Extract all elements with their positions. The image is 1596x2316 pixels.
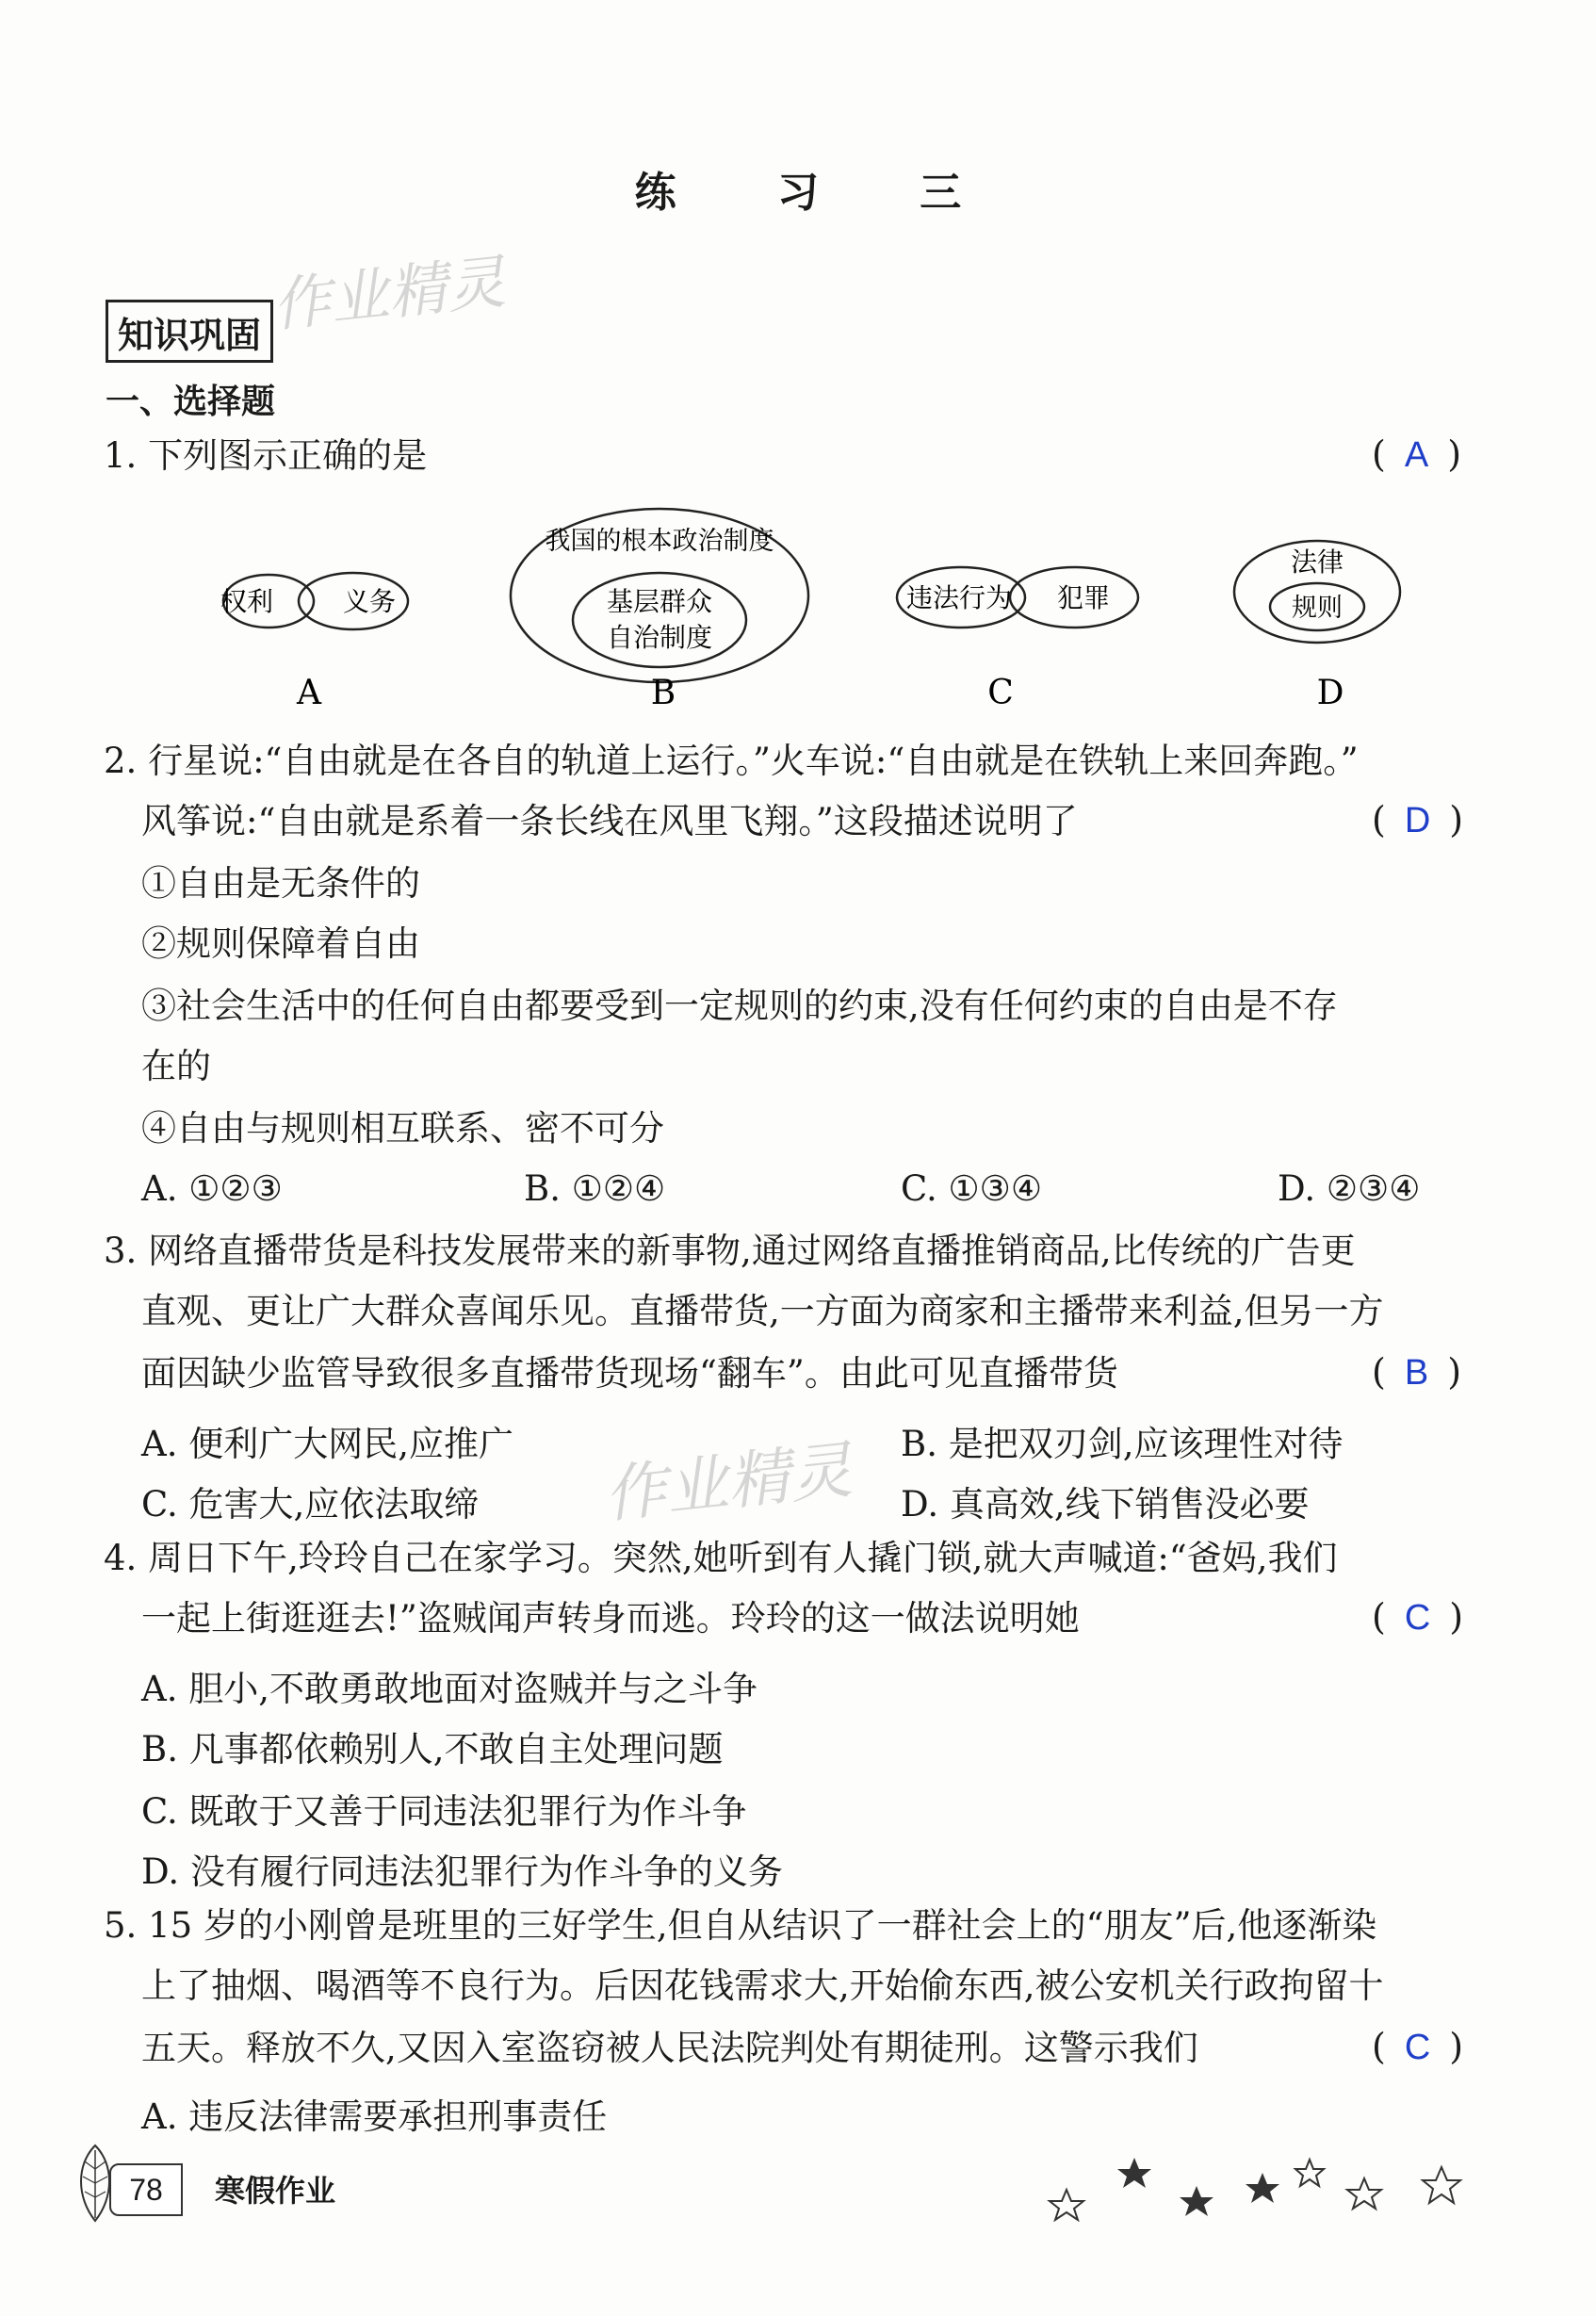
page-number: 78 (109, 2163, 183, 2216)
q5-line1: 5. 15 岁的小刚曾是班里的三好学生,但自从结识了一群社会上的“朋友”后,他逐渐染 (104, 1905, 1377, 1946)
q1-diagrams (0, 499, 1596, 726)
q1-stem: 1. 下列图示正确的是 (104, 435, 428, 476)
q1-answer: ( A ) (1372, 433, 1462, 475)
stars-decoration-icon (1046, 2146, 1498, 2222)
diagram-b (511, 509, 808, 682)
answer-letter: B (1404, 1353, 1429, 1393)
q4-line1: 4. 周日下午,玲玲自己在家学习。突然,她听到有人撬门锁,就大声喊道:“爸妈,我们 (104, 1538, 1338, 1578)
q5-option-a: A. 违反法律需要承担刑事责任 (141, 2096, 608, 2137)
diagram-label-d: D (1316, 674, 1344, 712)
q3-option-d: D. 真高效,线下销售没必要 (901, 1484, 1310, 1525)
answer-letter: C (1404, 2028, 1431, 2067)
q3-line3: 面因缺少监管导致很多直播带货现场“翻车”。由此可见直播带货 (141, 1353, 1118, 1394)
footer-label: 寒假作业 (215, 2173, 336, 2209)
diagram-label-c: C (987, 674, 1014, 712)
diagram-d (1234, 541, 1400, 643)
q5-line3: 五天。释放不久,又因入室盗窃被人民法院判处有期徒刑。这警示我们 (141, 2028, 1198, 2068)
q2-option-d: D. ②③④ (1278, 1168, 1421, 1209)
q3-line1: 3. 网络直播带货是科技发展带来的新事物,通过网络直播推销商品,比传统的广告更 (104, 1231, 1356, 1271)
diagram-c-right: 犯罪 (1056, 582, 1111, 613)
q3-option-a: A. 便利广大网民,应推广 (141, 1424, 514, 1464)
diagram-label-b: B (650, 674, 676, 712)
q4-line2: 一起上街逛逛去!”盗贼闻声转身而逃。玲玲的这一做法说明她 (141, 1598, 1080, 1639)
diagram-b-inner-1: 基层群众 (606, 586, 713, 617)
section-box: 知识巩固 (106, 300, 273, 363)
q2-line1: 2. 行星说:“自由就是在各自的轨道上运行。”火车说:“自由就是在铁轨上来回奔跑。” (104, 741, 1359, 781)
diagram-d-outer: 法律 (1290, 546, 1344, 578)
q2-option-c: C. ①③④ (901, 1168, 1043, 1209)
q4-option-a: A. 胆小,不敢勇敢地面对盗贼并与之斗争 (141, 1669, 758, 1709)
q2-item2: ②规则保障着自由 (141, 923, 420, 964)
q4-option-b: B. 凡事都依赖别人,不敢自主处理问题 (141, 1729, 724, 1770)
q2-line2: 风筝说:“自由就是系着一条长线在风里飞翔。”这段描述说明了 (141, 801, 1078, 841)
q4-option-c: C. 既敢于又善于同违法犯罪行为作斗争 (141, 1791, 747, 1832)
diagram-a (220, 573, 408, 629)
q5-answer: ( C ) (1372, 2026, 1464, 2067)
q2-item1: ①自由是无条件的 (141, 863, 420, 904)
section-heading: 一、选择题 (106, 383, 276, 421)
q4-answer: ( C ) (1372, 1596, 1464, 1638)
q2-item3a: ③社会生活中的任何自由都要受到一定规则的约束,没有任何约束的自由是不存 (141, 986, 1338, 1026)
answer-letter: A (1404, 435, 1429, 475)
q3-answer: ( B ) (1372, 1351, 1462, 1393)
diagram-b-outer: 我国的根本政治制度 (545, 527, 774, 556)
diagram-b-inner-2: 自治制度 (606, 622, 713, 653)
q3-option-b: B. 是把双刃剑,应该理性对待 (901, 1424, 1344, 1464)
diagram-label-a: A (297, 674, 321, 712)
answer-letter: C (1404, 1598, 1431, 1638)
q3-option-c: C. 危害大,应依法取缔 (141, 1484, 480, 1525)
diagram-d-inner: 规则 (1292, 594, 1343, 623)
q2-option-a: A. ①②③ (141, 1168, 283, 1209)
q4-option-d: D. 没有履行同违法犯罪行为作斗争的义务 (141, 1851, 783, 1892)
q2-item3b: 在的 (141, 1046, 211, 1086)
q2-answer: ( D ) (1372, 799, 1464, 840)
watermark: 作业精灵 (600, 1433, 855, 1532)
diagram-c-left: 违法行为 (905, 582, 1013, 613)
page-title: 练 习 三 (634, 169, 1005, 217)
q2-item4: ④自由与规则相互联系、密不可分 (141, 1108, 664, 1149)
q5-line2: 上了抽烟、喝酒等不良行为。后因花钱需求大,开始偷东西,被公安机关行政拘留十 (141, 1965, 1384, 2006)
diagram-c (897, 567, 1138, 628)
answer-letter: D (1404, 801, 1431, 840)
watermark: 作业精灵 (269, 247, 509, 340)
diagram-a-right: 义务 (342, 586, 397, 617)
diagram-a-left: 权利 (220, 586, 274, 617)
q3-line2: 直观、更让广大群众喜闻乐见。直播带货,一方面为商家和主播带来利益,但另一方 (141, 1291, 1384, 1331)
q2-option-b: B. ①②④ (524, 1168, 666, 1209)
